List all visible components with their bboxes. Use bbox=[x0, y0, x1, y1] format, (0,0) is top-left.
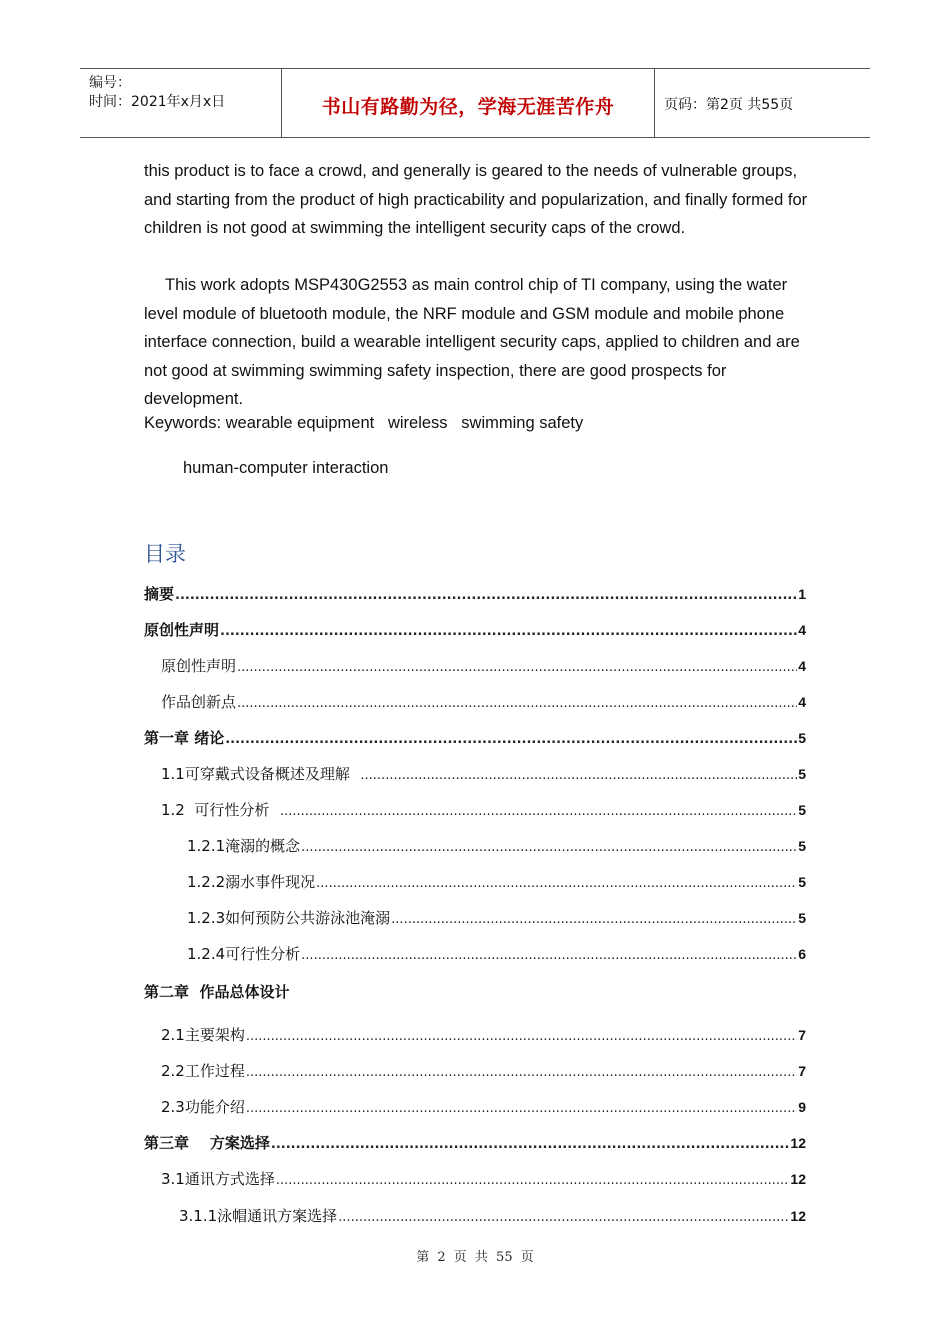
toc-entry[interactable] bbox=[161, 1096, 806, 1117]
toc-entry[interactable] bbox=[144, 727, 806, 748]
toc-entry-label: 第三章 方案选择 bbox=[144, 1134, 270, 1152]
toc-entry-page: 1 bbox=[798, 586, 806, 602]
time-label: 时间：2021年x月x日 bbox=[89, 94, 226, 110]
toc-entry-page: 4 bbox=[798, 694, 806, 710]
header-motto-cell bbox=[282, 69, 655, 137]
toc-entry-label: 2.3功能介绍 bbox=[161, 1098, 245, 1116]
toc-entry[interactable] bbox=[161, 691, 806, 712]
toc-entry-label: 2.2工作过程 bbox=[161, 1062, 245, 1080]
page-code: 页码：第2页 共55页 bbox=[664, 97, 794, 113]
toc-entry-label: 1.1可穿戴式设备概述及理解 bbox=[161, 765, 360, 783]
toc-entry-page: 5 bbox=[798, 730, 806, 746]
toc-leader bbox=[276, 1173, 790, 1188]
toc-entry[interactable] bbox=[144, 583, 806, 604]
toc-entry-page: 5 bbox=[798, 910, 806, 926]
toc-entry[interactable] bbox=[161, 1168, 806, 1189]
toc-entry-label: 1.2.3如何预防公共游泳池淹溺 bbox=[187, 909, 391, 927]
toc-entry[interactable] bbox=[179, 1205, 806, 1226]
toc-entry-label: 摘要 bbox=[144, 585, 175, 603]
toc-entry[interactable] bbox=[144, 1132, 806, 1153]
toc-entry[interactable] bbox=[187, 835, 806, 856]
toc-entry-label: 3.1.1泳帽通讯方案选择 bbox=[179, 1207, 338, 1225]
toc-leader bbox=[175, 588, 797, 603]
toc-entry-label: 3.1通讯方式选择 bbox=[161, 1170, 275, 1188]
toc-entry[interactable] bbox=[144, 981, 290, 1002]
toc-entry[interactable] bbox=[187, 871, 806, 892]
toc-entry-page: 4 bbox=[798, 658, 806, 674]
toc-entry-label: 1.2.1淹溺的概念 bbox=[187, 837, 301, 855]
page-header bbox=[80, 68, 870, 138]
toc-leader bbox=[391, 912, 797, 927]
toc-leader bbox=[237, 696, 797, 711]
toc-leader bbox=[316, 876, 797, 891]
toc-leader bbox=[280, 804, 797, 819]
page-footer: 第 2 页 共 55 页 bbox=[416, 1250, 534, 1265]
toc-leader bbox=[338, 1210, 789, 1225]
keywords-line-2: human-computer interaction bbox=[183, 459, 389, 477]
toc-entry-page: 7 bbox=[798, 1063, 806, 1079]
toc-entry-page: 5 bbox=[798, 838, 806, 854]
toc-entry-page: 12 bbox=[790, 1171, 806, 1187]
toc-leader bbox=[301, 948, 797, 963]
toc-entry-page: 9 bbox=[798, 1099, 806, 1115]
toc-entry-label: 作品创新点 bbox=[161, 693, 237, 711]
toc-title: 目录 bbox=[144, 542, 186, 566]
toc-entry[interactable] bbox=[144, 619, 806, 640]
toc-entry-label: 2.1主要架构 bbox=[161, 1026, 245, 1044]
abstract-paragraph-2: This work adopts MSP430G2553 as main control chip of TI company, using the water level module of bluetooth module, the NRF module and GSM module and mobile phone interface connection, build a wearable intelligent security caps, applied to children and are not good at swimming swimming safety inspection, there are good prospects for development. bbox=[144, 276, 800, 408]
toc-entry-label: 第一章 绪论 bbox=[144, 729, 225, 747]
toc-entry-label: 原创性声明 bbox=[161, 657, 237, 675]
toc-entry[interactable] bbox=[187, 907, 806, 928]
toc-entry[interactable] bbox=[161, 1060, 806, 1081]
code-label: 编号： bbox=[89, 75, 131, 91]
toc-entry-label: 1.2.2溺水事件现况 bbox=[187, 873, 316, 891]
toc-leader bbox=[237, 660, 797, 675]
toc-entry[interactable] bbox=[161, 763, 806, 784]
toc-entry-page: 4 bbox=[798, 622, 806, 638]
toc-entry-page: 5 bbox=[798, 802, 806, 818]
toc-leader bbox=[246, 1101, 797, 1116]
toc-entry-label: 第二章 作品总体设计 bbox=[144, 983, 290, 1001]
toc-entry-page: 6 bbox=[798, 946, 806, 962]
abstract-paragraph-1: this product is to face a crowd, and generally is geared to the needs of vulnerable groups, and starting from the product of high practicability and popularization, and finally formed for children is not good at swimming the intelligent security caps of the crowd. bbox=[144, 162, 808, 237]
toc-entry-page: 12 bbox=[790, 1208, 806, 1224]
toc-entry-label: 1.2 可行性分析 bbox=[161, 801, 279, 819]
toc-entry[interactable] bbox=[161, 799, 806, 820]
toc-leader bbox=[246, 1029, 797, 1044]
toc-entry-page: 5 bbox=[798, 766, 806, 782]
toc-leader bbox=[225, 732, 797, 747]
header-page-cell bbox=[655, 69, 870, 137]
toc-entry-label: 1.2.4可行性分析 bbox=[187, 945, 301, 963]
toc-entry-label: 原创性声明 bbox=[144, 621, 220, 639]
motto: 书山有路勤为径，学海无涯苦作舟 bbox=[321, 96, 615, 118]
toc-leader bbox=[220, 624, 797, 639]
toc-entry[interactable] bbox=[161, 1024, 806, 1045]
toc-entry-page: 5 bbox=[798, 874, 806, 890]
header-info-cell bbox=[80, 69, 282, 137]
toc-leader bbox=[360, 768, 797, 783]
toc-leader bbox=[246, 1065, 797, 1080]
toc-entry[interactable] bbox=[187, 943, 806, 964]
toc-leader bbox=[301, 840, 797, 855]
keywords-line: Keywords: wearable equipment wireless swimming safety bbox=[144, 414, 584, 432]
toc-entry-page: 12 bbox=[790, 1135, 806, 1151]
toc-entry-page: 7 bbox=[798, 1027, 806, 1043]
toc-entry[interactable] bbox=[161, 655, 806, 676]
toc-leader bbox=[271, 1137, 790, 1152]
